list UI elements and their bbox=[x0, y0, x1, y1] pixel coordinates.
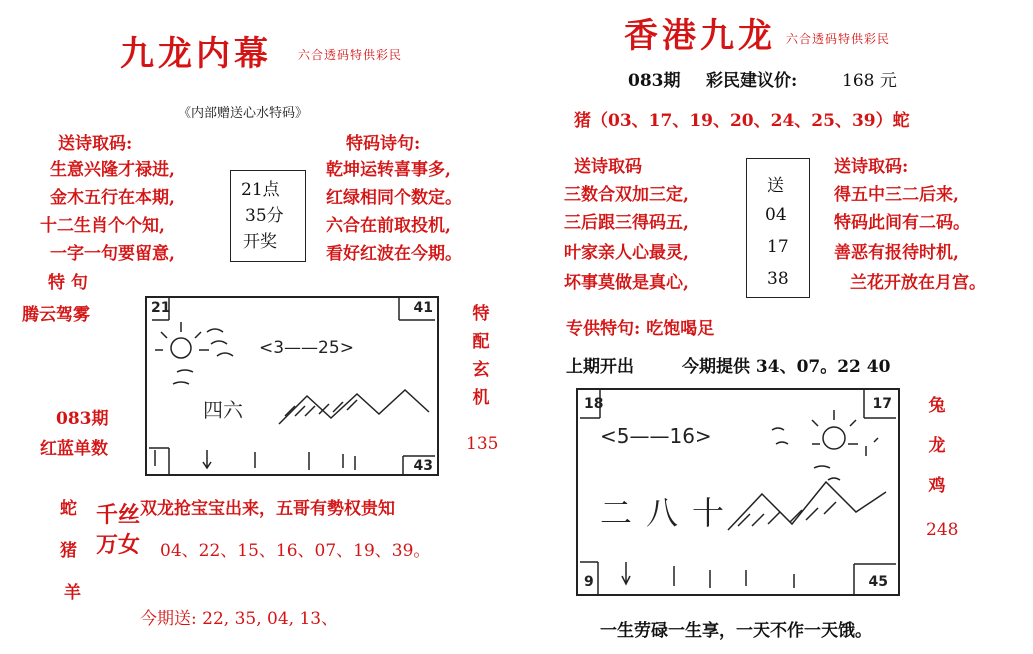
time-minute: 35分 bbox=[245, 206, 284, 226]
right-drawing-box bbox=[576, 388, 900, 596]
right-vertical-char-2: 龙 bbox=[928, 436, 946, 456]
left-poem-line-1: 生意兴隆才禄进, bbox=[50, 160, 175, 180]
right-today-provide: 今期提供 34、07。22 40 bbox=[682, 357, 891, 377]
right-vertical-right bbox=[926, 386, 948, 506]
left-poem-line-2: 金木五行在本期, bbox=[50, 188, 175, 208]
left-vertical-char-3: 玄 bbox=[472, 360, 490, 380]
right-corner-top-right: 17 bbox=[872, 396, 892, 412]
left-vertical-char-1: 特 bbox=[472, 304, 490, 324]
time-hour: 21点 bbox=[241, 180, 280, 200]
left-poem-header: 送诗取码: bbox=[58, 134, 133, 154]
left-drawing-chars: 四六 bbox=[203, 398, 243, 422]
right-price-label: 彩民建议价: bbox=[706, 71, 798, 91]
left-line-a: 双龙抢宝宝出来，五哥有勢权贵知 bbox=[140, 499, 395, 519]
left-sketch-lines bbox=[147, 298, 437, 474]
left-issue: 083期 bbox=[56, 409, 109, 429]
left-today-send: 今期送: 22, 35, 04, 13、 bbox=[140, 609, 339, 629]
left-vertical-char-2: 配 bbox=[472, 332, 490, 352]
right-corner-top-left: 18 bbox=[584, 396, 604, 412]
right-sketch-lines bbox=[578, 390, 898, 594]
left-poem-line-3: 十二生肖个个知, bbox=[40, 216, 165, 236]
right-poem-right-header: 送诗取码: bbox=[834, 157, 909, 177]
left-poem-right-line-4: 看好红波在今期。 bbox=[326, 244, 462, 264]
right-poem-header: 送诗取码 bbox=[574, 157, 642, 177]
left-range-text: <3——25> bbox=[259, 338, 354, 358]
left-issue-note: 红蓝单数 bbox=[40, 439, 108, 459]
left-drawing-box bbox=[145, 296, 439, 476]
left-line-b: 04、22、15、16、07、19、39。 bbox=[160, 541, 431, 561]
left-poem-right-line-2: 红绿相同个数定。 bbox=[326, 188, 462, 208]
right-vertical-char-3: 鸡 bbox=[928, 476, 946, 496]
left-gift-caption: 《内部赠送心水特码》 bbox=[178, 106, 309, 121]
right-vertical-number: 248 bbox=[926, 520, 959, 540]
right-range-text: <5——16> bbox=[600, 424, 712, 448]
send-number-1: 04 bbox=[765, 205, 787, 225]
send-number-3: 38 bbox=[767, 269, 789, 289]
right-poem-line-4: 坏事莫做是真心, bbox=[564, 273, 689, 293]
left-vertical-char-4: 机 bbox=[472, 388, 490, 408]
right-poem-line-1: 三数合双加三定, bbox=[564, 185, 689, 205]
left-special-phrase: 腾云驾雾 bbox=[22, 305, 90, 325]
right-corner-bottom-left: 9 bbox=[584, 574, 594, 590]
right-poem-line-3: 叶家亲人心最灵, bbox=[564, 243, 689, 263]
left-big-chars-1: 千丝 bbox=[96, 502, 141, 528]
left-corner-top-right: 41 bbox=[413, 300, 433, 316]
send-label: 送 bbox=[767, 176, 784, 196]
right-title: 香港九龙 bbox=[624, 16, 776, 56]
right-issue: 083期 bbox=[628, 71, 681, 91]
left-vertical-right bbox=[470, 300, 492, 412]
right-drawing-chars: 二八十 bbox=[600, 494, 739, 532]
left-poem-right-header: 特码诗句: bbox=[346, 134, 421, 154]
right-poem-right-line-4: 兰花开放在月宫。 bbox=[850, 273, 986, 293]
right-poem-right-line-3: 善恶有报待时机, bbox=[834, 243, 959, 263]
left-zodiac-3: 羊 bbox=[64, 583, 81, 603]
left-poem-right-line-3: 六合在前取投机, bbox=[326, 216, 451, 236]
left-poem-line-4: 一字一句要留意, bbox=[50, 244, 175, 264]
left-poem-right-line-1: 乾坤运转喜事多, bbox=[326, 160, 451, 180]
right-poem-right-line-1: 得五中三二后来, bbox=[834, 185, 959, 205]
left-vertical-number: 135 bbox=[466, 434, 499, 454]
left-corner-top-left: 21 bbox=[151, 300, 171, 316]
right-pig-line: 猪（03、17、19、20、24、25、39）蛇 bbox=[574, 111, 910, 131]
left-time-box bbox=[230, 170, 306, 262]
left-zodiac-2: 猪 bbox=[60, 541, 77, 561]
left-corner-bottom-right: 43 bbox=[413, 458, 433, 474]
left-special-label: 特 句 bbox=[48, 273, 88, 293]
right-poem-right-line-2: 特码此间有二码。 bbox=[834, 213, 970, 233]
left-big-chars-2: 万女 bbox=[96, 532, 141, 558]
right-subtitle: 六合透码特供彩民 bbox=[786, 32, 891, 46]
right-special-line: 专供特句: 吃饱喝足 bbox=[566, 319, 715, 339]
right-vertical-char-1: 兔 bbox=[928, 396, 946, 416]
send-number-2: 17 bbox=[767, 237, 789, 257]
right-last-open: 上期开出 bbox=[566, 357, 634, 377]
left-title: 九龙内幕 bbox=[120, 34, 272, 74]
right-price: 168 元 bbox=[842, 71, 897, 91]
right-send-box bbox=[746, 158, 810, 298]
left-zodiac-1: 蛇 bbox=[60, 499, 77, 519]
right-footer: 一生劳碌一生享，一天不作一天饿。 bbox=[600, 621, 872, 641]
left-big-chars bbox=[96, 500, 140, 560]
left-subtitle: 六合透码特供彩民 bbox=[298, 48, 403, 62]
right-corner-bottom-right: 45 bbox=[868, 574, 888, 590]
time-draw: 开奖 bbox=[243, 232, 277, 252]
right-poem-line-2: 三后跟三得码五, bbox=[564, 213, 689, 233]
